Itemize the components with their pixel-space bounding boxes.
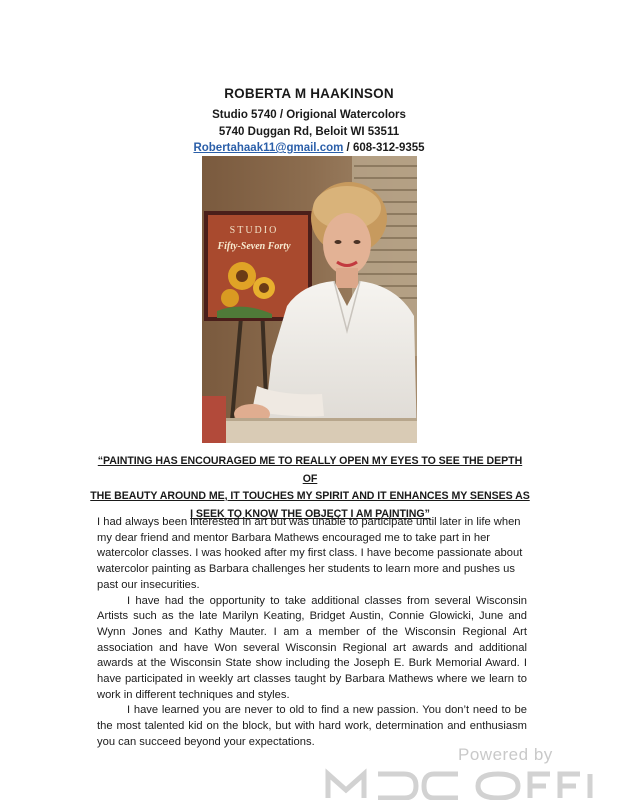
artist-name: ROBERTA M HAAKINSON bbox=[224, 86, 394, 101]
sign-name-text: Fifty-Seven Forty bbox=[217, 241, 291, 252]
studio-line: Studio 5740 / Origional Watercolors bbox=[212, 109, 406, 121]
quote-line-3: I SEEK TO KNOW THE OBJECT I AM PAINTING” bbox=[190, 507, 430, 520]
mdc-office-logo bbox=[318, 768, 608, 800]
phone-text: / 608-312-9355 bbox=[343, 142, 425, 154]
biography-paragraph-3: I have learned you are never to old to find a new passion. You don’t need to be the most talented kid on the block, but with hard work, determination and enthusiasm you can succeed beyond your expectations. bbox=[97, 704, 527, 748]
artist-quote bbox=[90, 453, 530, 523]
biography-paragraph-2: I have had the opportunity to take additional classes from several Wisconsin Artists such as the late Marilyn Keating, Bridget Austin, Connie Glowicki, June and Wynn Jones and Kathy Mauter. I am a member of the Wisconsin Regional Art association and have Won several Wisconsin Regional art awards and additional awards at the Wisconsin State show including the Joseph E. Burk Memorial Award. I have participated in weekly art classes taught by Barbara Mathews where we learn to work in different techniques and styles. bbox=[97, 594, 527, 701]
contact-line bbox=[0, 142, 618, 154]
quote-line-1: “PAINTING HAS ENCOURAGED ME TO REALLY OPEN MY EYES TO SEE THE DEPTH OF bbox=[97, 455, 523, 485]
biography-paragraph-1: I had always been interested in art but was unable to participate until later in life when my dear friend and mentor Barbara Mathews encouraged me to take part in her watercolor classes. I was hooked after my first class. I have become passionate about watercolor painting as Barbara challenges her students to learn more and pushes us past our insecurities. bbox=[97, 516, 523, 591]
sign-studio-text: STUDIO bbox=[229, 225, 279, 236]
biography bbox=[97, 515, 527, 751]
address-line: 5740 Duggan Rd, Beloit WI 53511 bbox=[218, 126, 400, 138]
artist-photo bbox=[202, 156, 417, 443]
email-link[interactable]: Robertahaak11@gmail.com bbox=[193, 142, 344, 154]
watermark-powered-by: Powered by bbox=[458, 745, 553, 764]
quote-line-2: THE BEAUTY AROUND ME, IT TOUCHES MY SPIRIT AND IT ENHANCES MY SENSES AS bbox=[90, 490, 530, 502]
